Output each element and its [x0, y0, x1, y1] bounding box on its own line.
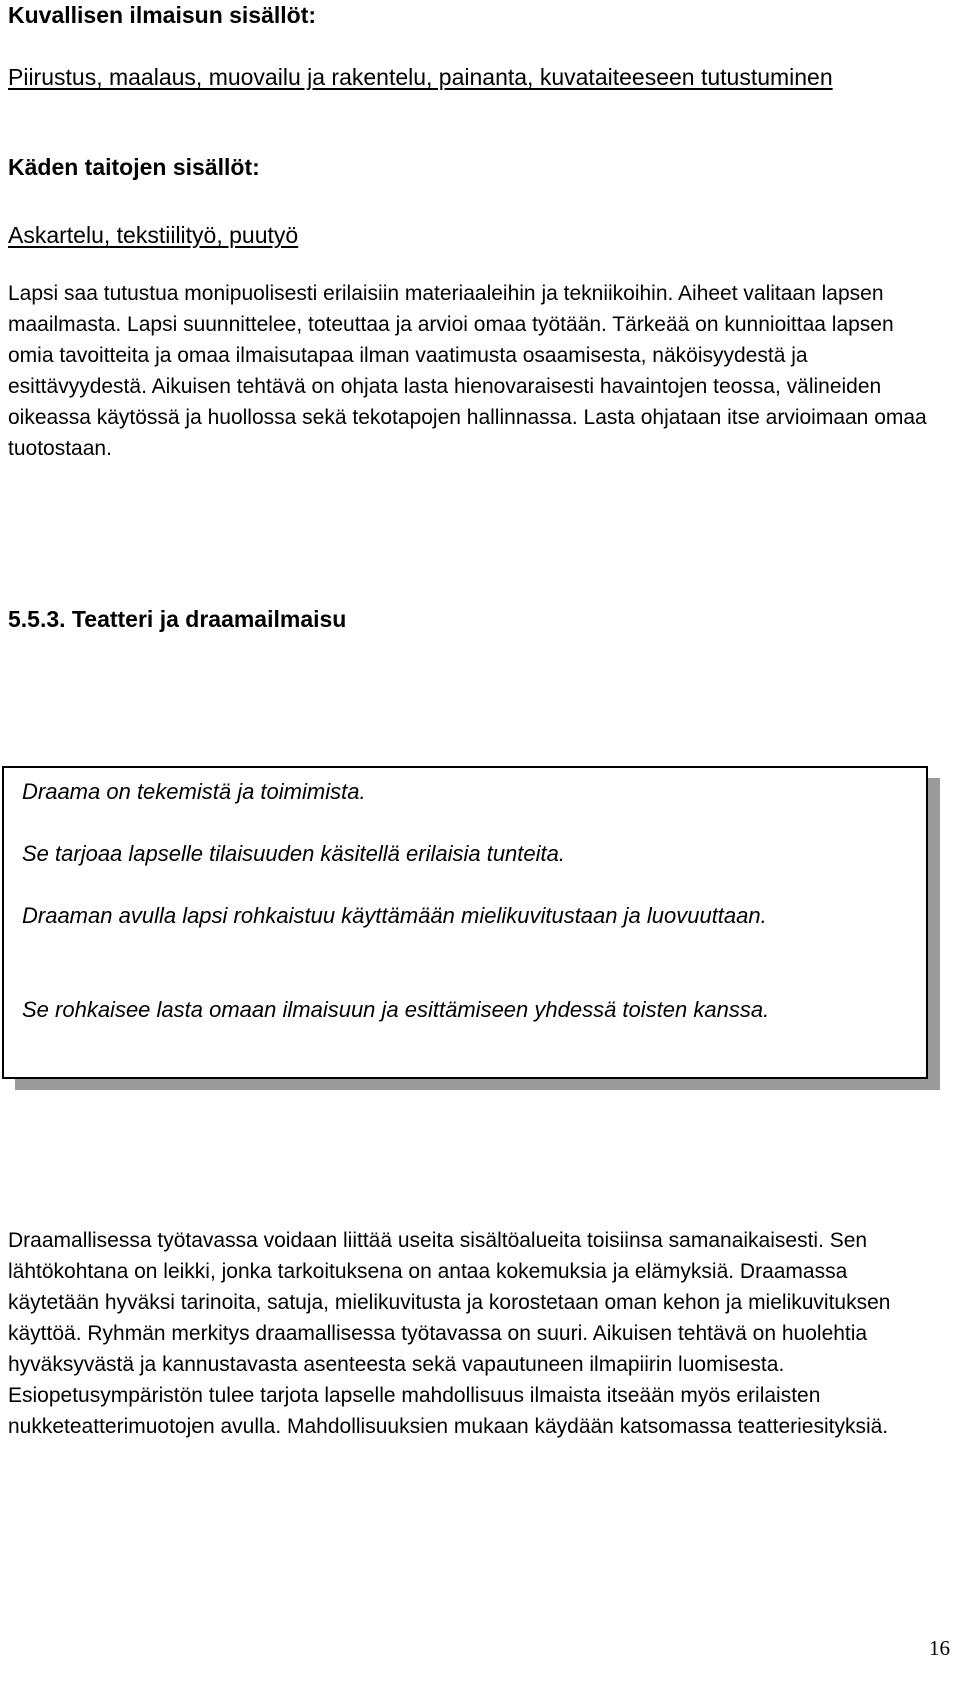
visual-expression-heading: Kuvallisen ilmaisun sisällöt:: [8, 2, 317, 28]
callout-line-2: Se tarjoaa lapselle tilaisuuden käsitellä erilaisia tunteita.: [22, 841, 565, 866]
crafts-list: Askartelu, tekstiilityö, puutyö: [8, 222, 299, 248]
crafts-heading: Käden taitojen sisällöt:: [8, 154, 260, 180]
drama-paragraph: Draamallisessa työtavassa voidaan liittää useita sisältöalueita toisiinsa samanaikaisesti. Sen lähtökohtana on leikki, jonka tarkoituksena on antaa kokemuksia ja elämyksiä. Draamassa käytetään hyväksi tarinoita, satuja, mielikuvitusta ja korostetaan oman kehon ja mielikuvituksen käyttöä. Ryhmän merkitys draamallisessa työtavassa on suuri. Aikuisen tehtävä on huolehtia hyväksyvästä ja kannustavasta asenteesta sekä vapautuneen ilmapiirin luomisesta. Esiopetusympäristön tulee tarjota lapselle mahdollisuus ilmaista itseään myös erilaisten nukketeatterimuotojen avulla. Mahdollisuuksien mukaan käydään katsomassa teatteriesityksiä.: [8, 1229, 891, 1438]
callout-line-3: Draaman avulla lapsi rohkaistuu käyttämään mielikuvitustaan ja luovuuttaan.: [22, 903, 767, 928]
page-number: 16: [929, 1636, 950, 1660]
callout-line-1: Draama on tekemistä ja toimimista.: [22, 779, 366, 804]
callout-line-4: Se rohkaisee lasta omaan ilmaisuun ja esittämiseen yhdessä toisten kanssa.: [22, 997, 770, 1022]
section-title: 5.5.3. Teatteri ja draamailmaisu: [8, 606, 347, 632]
callout-box: [2, 766, 928, 1079]
visual-expression-list: Piirustus, maalaus, muovailu ja rakentelu, painanta, kuvataiteeseen tutustuminen: [8, 64, 833, 90]
intro-paragraph: Lapsi saa tutustua monipuolisesti erilaisiin materiaaleihin ja tekniikoihin. Aiheet valitaan lapsen maailmasta. Lapsi suunnittelee, toteuttaa ja arvioi omaa työtään. Tärkeää on kunnioittaa lapsen omia tavoitteita ja omaa ilmaisutapaa ilman vaatimusta osaamisesta, näköisyydestä ja esittävyydestä. Aikuisen tehtävä on ohjata lasta hienovaraisesti havaintojen teossa, välineiden oikeassa käytössä ja huollossa sekä tekotapojen hallinnassa. Lasta ohjataan itse arvioimaan omaa tuotostaan.: [8, 282, 927, 460]
